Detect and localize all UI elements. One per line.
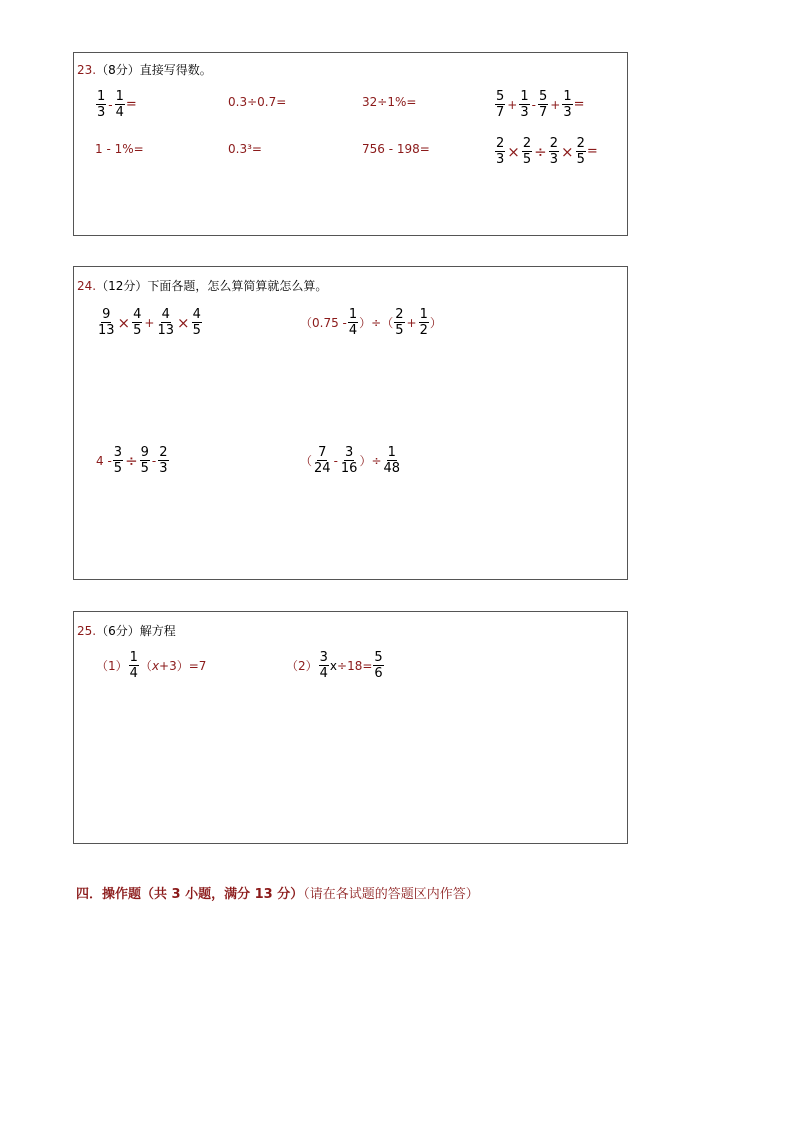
question-23-title: 23.（8分）直接写得数。 [77,63,212,77]
q23-item-1: $\frac{1}{3}$ - $\frac{1}{4}$ = [97,89,137,120]
q24-expression-2: （0.75 - $\frac{1}{4}$ ）÷（ $\frac{2}{5}$ + $\frac{1}{2}$ ） [300,307,442,338]
q24-expression-3: 4 - $\frac{3}{5}$ ÷ $\frac{9}{5}$ - $\frac{2}{3}$ [96,445,168,476]
fraction: $\frac{1}{3}$ [97,89,106,120]
q23-item-2: 0.3÷0.7= [228,95,287,109]
question-24-box [73,266,628,580]
q23-item-7: 756 - 198= [362,142,430,156]
question-25-box [73,611,628,844]
fraction: $\frac{1}{4}$ [115,89,124,120]
question-23-box [73,52,628,236]
q23-item-6: 0.3³= [228,142,262,156]
section-4-heading: 四．操作题（共 3 小题，满分 13 分）（请在各试题的答题区内作答） [76,887,479,902]
q25-equation-1: （1） $\frac{1}{4}$ （ x +3）=7 [96,650,207,681]
q23-item-3: 32÷1%= [362,95,417,109]
q25-equation-2: （2） $\frac{3}{4}$ x ÷18= $\frac{5}{6}$ [286,650,383,681]
question-25-title: 25.（6分）解方程 [77,624,176,638]
q23-item-4: $\frac{5}{7}$ + $\frac{1}{3}$ - $\frac{5}{7}$ + $\frac{1}{3}$ = [496,89,585,120]
question-24-title: 24.（12分）下面各题，怎么算简算就怎么算。 [77,279,328,293]
q24-expression-1: $\frac{9}{13}$ × $\frac{4}{5}$ + $\frac{4}{13}$ × $\frac{4}{5}$ [98,307,201,338]
q23-item-5: 1 - 1%= [95,142,144,156]
q23-item-8: $\frac{2}{3}$ × $\frac{2}{5}$ ÷ $\frac{2}{3}$ × $\frac{2}{5}$ = [496,136,598,167]
q24-expression-4: （ $\frac{7}{24}$ - $\frac{3}{16}$ ）÷ $\frac{1}{48}$ [300,445,401,476]
